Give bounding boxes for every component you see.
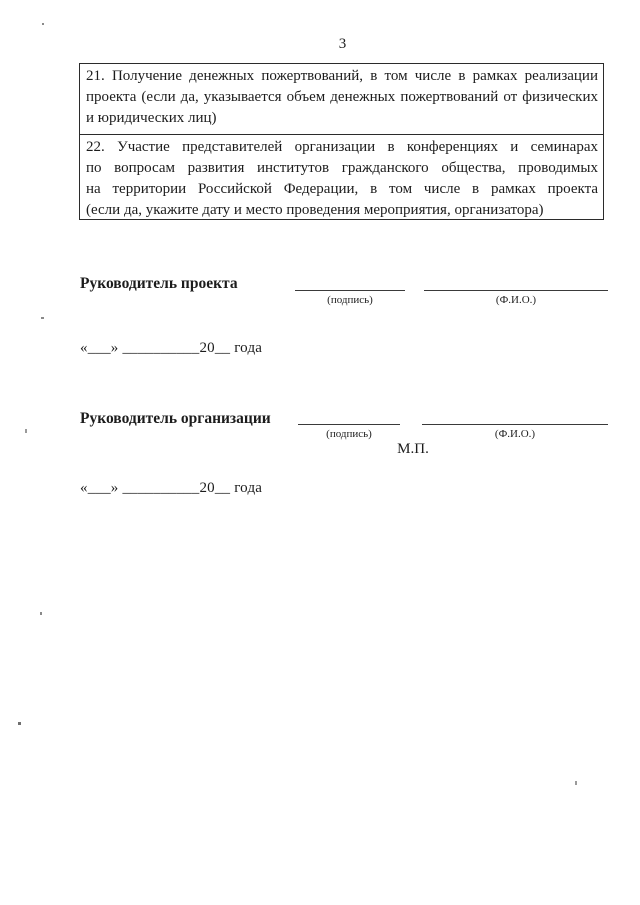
scan-speck [42,23,44,25]
project-fio-caption: (Ф.И.О.) [495,294,537,306]
organization-signature-line [298,424,400,425]
organization-fio-caption: (Ф.И.О.) [494,428,536,440]
scan-speck [18,722,21,725]
row22-line4: (если да, укажите дату и место проведения мероприятия, организатора) [86,202,544,218]
organization-head-label: Руководитель организации [80,410,271,427]
scan-speck [575,781,577,785]
scan-speck [41,317,44,319]
scan-speck [25,429,27,433]
project-signature-caption: (подпись) [327,294,373,306]
organization-signature-caption: (подпись) [326,428,372,440]
row22-line2: по вопросам развития институтов гражданского общества, проводимых [86,160,598,176]
row21-line3: и юридических лиц) [86,110,217,126]
project-fio-line [424,290,608,291]
stamp-placeholder: М.П. [397,441,429,457]
form-table [79,63,604,220]
project-date-line: «___» __________20__ года [80,340,263,356]
row21-line2: проекта (если да, указывается объем денежных пожертвований от физических [86,89,598,105]
row22-line1: 22. Участие представителей организации в конференциях и семинарах [86,139,598,155]
table-row-21 [80,64,603,135]
organization-date-line: «___» __________20__ года [80,480,263,496]
scan-speck [40,612,42,615]
organization-fio-line [422,424,608,425]
row22-line3: на территории Российской Федерации, в том числе в рамках проекта [86,181,598,197]
project-head-label: Руководитель проекта [80,275,238,292]
table-row-22 [80,135,603,219]
row21-line1: 21. Получение денежных пожертвований, в том числе в рамках реализации [86,68,598,84]
page-number: 3 [338,36,347,52]
project-signature-line [295,290,405,291]
